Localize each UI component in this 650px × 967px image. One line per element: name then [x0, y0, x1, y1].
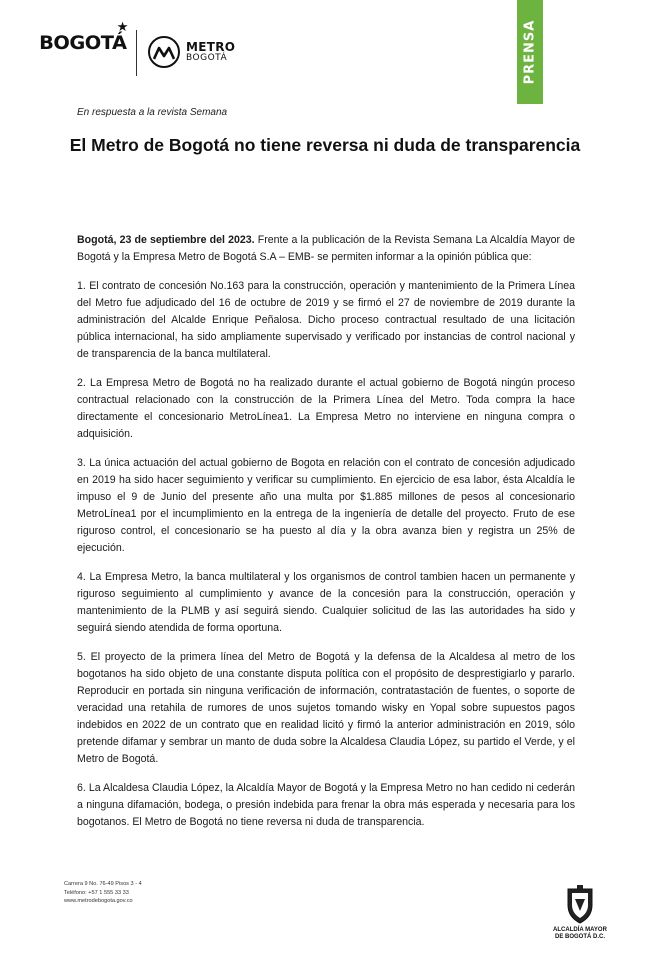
footer-contact — [64, 880, 142, 906]
metro-logo-icon — [148, 36, 180, 68]
bogota-logo — [39, 20, 129, 54]
metro-logo-line2: BOGOTÁ — [186, 53, 228, 63]
intro-text: Frente a la publicación de la Revista Semana La Alcaldía Mayor de Bogotá y la Empresa Metro de Bogotá S.A – EMB- se permiten informar a la opinión pública que: — [77, 234, 575, 263]
point-5: 5. El proyecto de la primera línea del Metro de Bogotá y la defensa de la Alcaldesa al metro de los bogotanos ha sido objeto de una constante disputa política con el propósito de desprestigiarlo y pararlo. Reproducir en portada sin ninguna verificación de información, contratastación de fuentes, o soporte de veracidad una retahila de rumores de unos sujetos tomando wisky en Yopal sobre supuestos pagos indebidos en 2022 de un contrato que en realidad licitó y firmó la anterior administración en 2019, sólo pretende difamar y sembrar un manto de duda sobre la Alcaldesa Claudia López, su partido el Verde, y el Metro de Bogotá. — [77, 651, 575, 765]
section-tab — [517, 0, 543, 104]
logo-divider — [136, 30, 137, 76]
headline: El Metro de Bogotá no tiene reversa ni duda de transparencia — [69, 135, 581, 155]
intro-paragraph — [77, 232, 575, 266]
footer-phone: Teléfono: +57 1 555 33 33 — [64, 889, 129, 896]
crest-caption — [544, 927, 616, 941]
subtitle: En respuesta a la revista Semana — [77, 107, 228, 118]
bogota-logo-text: BOGOTÁ — [39, 32, 127, 54]
point-1: 1. El contrato de concesión No.163 para la construcción, operación y mantenimiento de la Primera Línea del Metro fue adjudicado del 16 de octubre de 2019 y se firmó el 27 de noviembre de 2019 durante la administración del Alcalde Enrique Peñalosa. Dicho proceso contractual resultado de una licitación pública internacional, ha sido ampliamente supervisado y verificado por instancias de control nacional y de transparencia de la banca multilateral. — [77, 280, 575, 360]
footer-website: www.metrodebogota.gov.co — [64, 898, 133, 904]
metro-logo-text — [186, 41, 235, 63]
point-6: 6. La Alcaldesa Claudia López, la Alcaldía Mayor de Bogotá y la Empresa Metro no han cedido ni cederán a ninguna difamación, bodega, o presión indebida para frenar la obra más esperada y necesaria para los bogotanos. El Metro de Bogotá no tiene reversa ni duda de transparencia. — [77, 782, 575, 828]
coat-of-arms-icon — [562, 885, 598, 925]
point-4: 4. La Empresa Metro, la banca multilateral y los organismos de control tambien hacen un permanente y riguroso seguimiento al cumplimiento y avance de la concesión para la construcción, operación y mantenimiento de la PLMB y así seguirá siendo. Cualquier solicitud de las las autoridades ha sido y seguirá siendo atendida de forma oportuna. — [77, 571, 575, 634]
crest-line2: DE BOGOTÁ D.C. — [554, 934, 605, 940]
footer-address: Carrera 9 No. 76-49 Pisos 3 - 4 — [64, 881, 142, 887]
metro-logo-line1: METRO — [186, 40, 236, 54]
star-icon: ★ — [116, 20, 129, 35]
point-3: 3. La única actuación del actual gobierno de Bogota en relación con el contrato de concesión adjudicado en 2019 ha sido hacer seguimiento y verificar su cumplimiento. En ejercicio de esa labor, ésta Alcaldía le impuso el 9 de Junio del presente año una multa por $1.885 millones de pesos al concesionario MetroLínea1 por el incumplimiento en la entrega de la ingeniería de detalle del proyecto. Fruto de ese riguroso control, el concesionario se ha puesto al día y la obra avanza bien y registra un 25% de ejecución. — [77, 457, 575, 554]
dateline: Bogotá, 23 de septiembre del 2023. — [77, 234, 255, 246]
section-tab-label: PRENSA — [522, 19, 538, 85]
crest-line1: ALCALDÍA MAYOR — [553, 927, 607, 933]
point-2: 2. La Empresa Metro de Bogotá no ha realizado durante el actual gobierno de Bogotá ningún proceso contractual relacionado con la construcción de la Primera Línea del Metro. Toda compra la hace directamente el concesionario MetroLínea1. La Empresa Metro no interviene en ninguna compra o adquisición. — [77, 377, 575, 440]
press-release-body — [77, 232, 575, 843]
